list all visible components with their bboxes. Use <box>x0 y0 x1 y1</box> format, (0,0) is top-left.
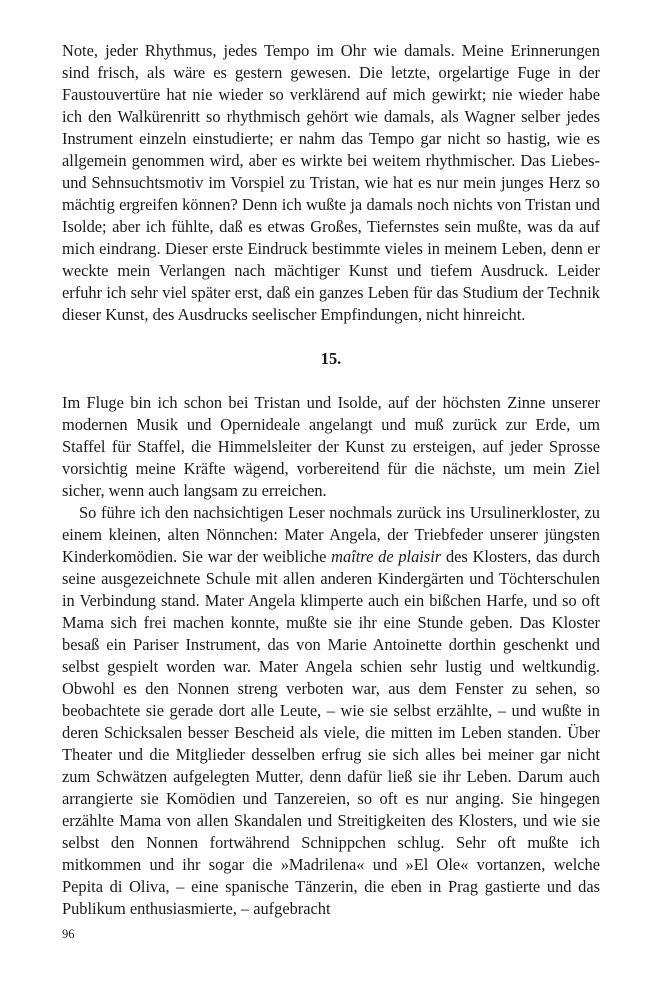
paragraph-3 <box>62 502 600 920</box>
paragraph-1: Note, jeder Rhythmus, jedes Tempo im Ohr wie damals. Meine Erinnerungen sind frisch, als wäre es gestern gewesen. Die letzte, orgelartige Fuge in der Faustouvertüre hat nie wieder so verklärend auf mich gewirkt; nie wieder habe ich den Walkürenritt so rhythmisch gehört wie damals, als Wagner selber jedes Instrument einzeln einstudierte; er nahm das Tempo gar nicht so hastig, wie es allgemein genommen wird, aber es wirkte bei weitem rhythmischer. Das Liebes- und Sehnsuchtsmotiv im Vorspiel zu Tristan, wie hat es nur mein junges Herz so mächtig ergreifen können? Denn ich wußte ja damals noch nichts von Tristan und Isolde; aber ich fühlte, daß es etwas Großes, Tiefernstes sein mußte, was da auf mich eindrang. Dieser erste Eindruck bestimmte vieles in meinem Leben, denn er weckte mein Verlangen nach mächtiger Kunst und tiefem Ausdruck. Leider erfuhr ich sehr viel später erst, daß ein ganzes Leben für das Studium der Technik dieser Kunst, des Ausdrucks seelischer Empfindungen, nicht hinreicht. <box>62 41 600 324</box>
paragraph-3-text-end: des Klosters, das durch seine ausgezeichnete Schule mit allen anderen Kindergärten und Töchterschulen in Verbindung stand. Mater Angela klimperte auch ein bißchen Harfe, und so oft Mama sich frei machen konnte, mußte sie ihr eine Stunde geben. Das Kloster besaß ein Pariser Instrument, das von Marie Antoinette dorthin geschenkt und selbst gespielt worden war. Mater Angela schien sehr lustig und weltkundig. Obwohl es den Nonnen streng verboten war, aus dem Fenster zu sehen, so beobachtete sie gerade dort alle Leute, – wie sie selbst erzählte, – und wußte in deren Schicksalen besser Bescheid als viele, die mitten im Leben standen. Über Theater und die Mitglieder desselben erfrug sie sich alles bei meiner gar nicht zum Schwätzen aufgelegten Mutter, denn dafür ließ sie ihr Leben. Darum auch arrangierte sie Komödien und Tanzereien, so oft es nur anging. Sie hingegen erzählte Mama von allen Skandalen und Streitigkeiten des Klosters, und wie sie selbst den Nonnen fortwährend Schnippchen schlug. Sehr oft mußte ich mitkommen und ihr sogar die »Madrilena« und »El Ole« vortanzen, welche Pepita di Oliva, – eine spanische Tänzerin, die eben in Prag gastierte und das Publikum enthusiasmierte, – aufgebracht <box>62 547 601 918</box>
paragraph-3-text-start: So führe ich den nachsichtigen Leser nochmals zurück ins Ursulinerkloster, zu einem kleinen, alten Nönnchen: Mater Angela, der Triebfeder unserer jüngsten Kinderkomödien. Sie war der weibliche <box>62 503 600 566</box>
section-heading: 15. <box>320 349 342 368</box>
paragraph-2: Im Fluge bin ich schon bei Tristan und Isolde, auf der höchsten Zinne unserer modernen Musik und Opernideale angelangt und muß zurück zur Erde, um Staffel für Staffel, die Himmelsleiter der Kunst zu ersteigen, auf jeder Sprosse vorsichtig meine Kräfte wägend, vorbereitend für die nächste, um mein Ziel sicher, wenn auch langsam zu erreichen. <box>62 393 600 500</box>
page-number: 96 <box>62 927 75 941</box>
paragraph-3-italic-phrase: maître de plaisir <box>331 547 442 566</box>
page-body <box>62 40 600 920</box>
